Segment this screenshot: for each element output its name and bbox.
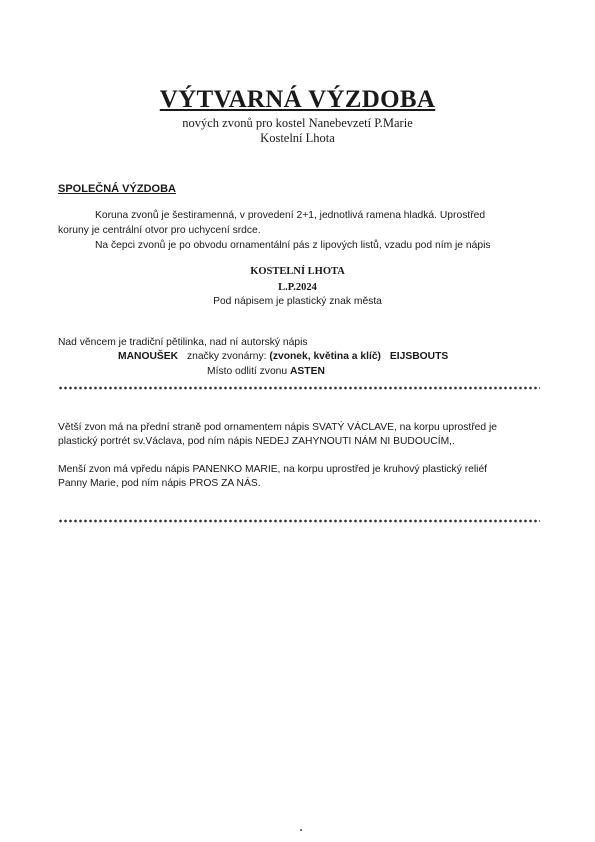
page-title: VÝTVARNÁ VÝZDOBA	[159, 86, 436, 113]
text-line: Panny Marie, pod ním nápis PROS ZA NÁS.	[58, 478, 261, 489]
inscription-line: KOSTELNÍ LHOTA	[250, 266, 345, 277]
text-line: Na čepci zvonů je po obvodu ornamentální pás z lipových listů, vzadu pod ním je nápis	[95, 240, 491, 251]
section-heading: SPOLEČNÁ VÝZDOBA	[58, 183, 176, 195]
text-line: plastický portrét sv.Václava, pod ním nápis NEDEJ ZAHYNOUTI NÁM NI BUDOUCÍM,.	[58, 436, 455, 447]
page-subtitle: nových zvonů pro kostel Nanebevzetí P.Marie	[182, 116, 413, 130]
text-line: Nad věncem je tradiční pětilinka, nad ní autorský nápis	[58, 337, 308, 348]
marks-value: (zvonek, květina a klíč)	[269, 351, 381, 362]
casting-place: ASTEN	[290, 366, 325, 377]
inscription-year: L.P.2024	[278, 282, 317, 293]
text-line: Větší zvon má na přední straně pod ornamentem nápis SVATÝ VÁCLAVE, na korpu uprostřed je	[58, 422, 497, 433]
text-line: Koruna zvonů je šestiramenná, v provedení 2+1, jednotlivá ramena hladká. Uprostřed	[95, 210, 486, 221]
text-line: koruny je centrální otvor pro uchycení srdce.	[58, 225, 261, 236]
divider	[58, 518, 540, 524]
divider	[58, 385, 540, 391]
author-name: MANOUŠEK	[118, 351, 179, 362]
author-marks-line	[118, 351, 448, 362]
marks-label: značky zvonárny:	[186, 351, 267, 362]
page-subtitle-location: Kostelní Lhota	[260, 131, 335, 145]
foundry-name: EIJSBOUTS	[389, 351, 449, 362]
stray-mark	[300, 829, 302, 831]
casting-place-line	[207, 366, 325, 377]
casting-place-label: Místo odlití zvonu	[207, 366, 288, 377]
inscription-note: Pod nápisem je plastický znak města	[213, 296, 382, 307]
text-line: Menší zvon má vpředu nápis PANENKO MARIE, na korpu uprostřed je kruhový plastický reliéf	[58, 464, 488, 475]
